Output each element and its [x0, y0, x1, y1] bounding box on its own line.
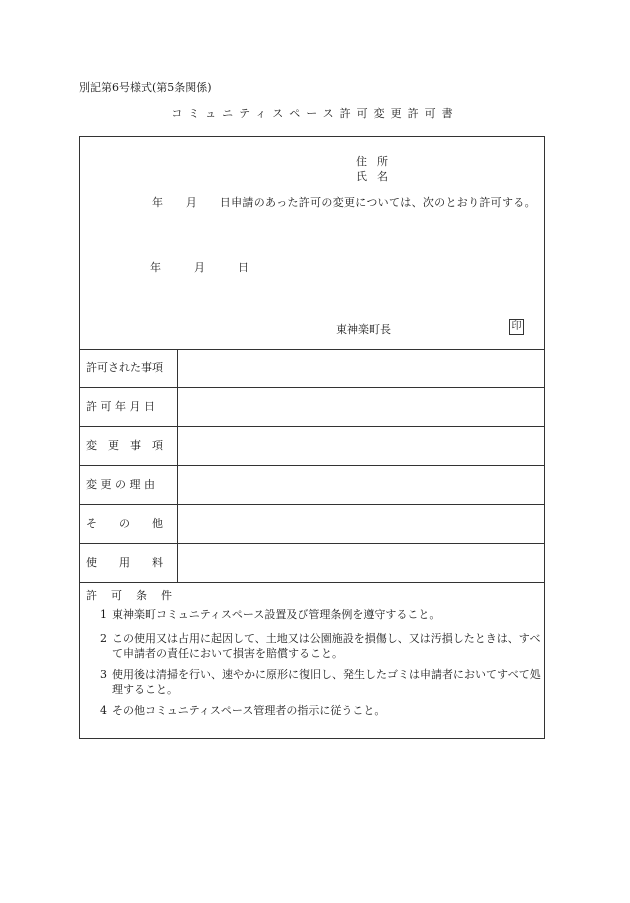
permit-form-frame: [79, 136, 545, 739]
row-value: [178, 427, 544, 465]
seal-mark: 印: [509, 319, 524, 335]
row-value: [178, 505, 544, 543]
condition-number: 3: [100, 668, 107, 681]
issue-year-label: 年: [150, 261, 161, 274]
row-value: [178, 544, 544, 582]
row-label: 変 更 事 項: [80, 427, 178, 465]
approval-statement: 年 月 日申請のあった許可の変更については、次のとおり許可する。: [152, 196, 536, 209]
condition-item: [100, 703, 545, 718]
condition-number: 2: [100, 632, 107, 645]
row-label: 許可された事項: [80, 349, 178, 387]
row-value: [178, 466, 544, 504]
condition-number: 4: [100, 704, 107, 717]
row-label: 使 用 料: [80, 544, 178, 582]
condition-text: この使用又は占用に起因して、土地又は公園施設を損傷し、又は汚損したときは、すべて申請者の責任において損害を賠償すること。: [112, 632, 541, 660]
row-label: そ の 他: [80, 505, 178, 543]
issue-month-label: 月: [194, 261, 205, 274]
condition-text: 使用後は清掃を行い、速やかに原形に復旧し、発生したゴミは申請者においてすべて処理すること。: [112, 668, 541, 696]
row-label: 変 更 の 理 由: [80, 466, 178, 504]
table-row: [80, 349, 544, 388]
condition-number: 1: [100, 608, 107, 621]
condition-item: [100, 607, 545, 622]
condition-item: [100, 667, 545, 697]
table-row: [80, 466, 544, 505]
details-table: [80, 349, 544, 583]
condition-text: 東神楽町コミュニティスペース設置及び管理条例を遵守すること。: [112, 608, 441, 621]
condition-item: [100, 631, 545, 661]
condition-text: その他コミュニティスペース管理者の指示に従うこと。: [112, 704, 386, 717]
table-row: [80, 505, 544, 544]
name-label: 氏名: [356, 170, 398, 183]
row-value: [178, 388, 544, 426]
table-row: [80, 388, 544, 427]
signer-title: 東神楽町長: [336, 323, 391, 336]
row-value: [178, 349, 544, 387]
approval-section: [80, 137, 544, 350]
issue-day-label: 日: [238, 261, 249, 274]
table-row: [80, 427, 544, 466]
table-row: [80, 544, 544, 583]
document-title: コミュニティスペース許可変更許可書: [171, 107, 459, 120]
address-label: 住所: [356, 155, 398, 168]
form-reference: 別記第6号様式(第5条関係): [79, 81, 212, 94]
conditions-title: 許可条件: [86, 589, 186, 602]
row-label: 許 可 年 月 日: [80, 388, 178, 426]
issue-date: [150, 259, 249, 275]
